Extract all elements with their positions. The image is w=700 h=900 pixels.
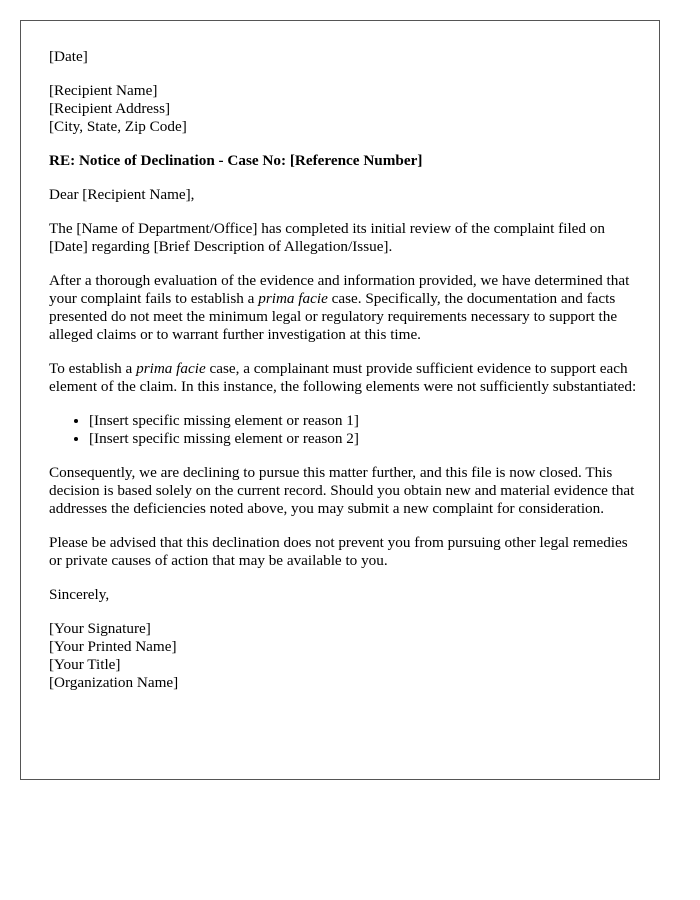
paragraph-requirements-text-start: To establish a — [49, 360, 137, 377]
paragraph-evaluation-italic: prima facie — [258, 290, 328, 307]
paragraph-requirements-italic: prima facie — [136, 360, 206, 377]
recipient-name: [Recipient Name] — [49, 82, 158, 99]
recipient-block — [49, 82, 639, 136]
printed-name-line: [Your Printed Name] — [49, 638, 177, 655]
closing: Sincerely, — [49, 586, 110, 603]
title-line: [Your Title] — [49, 656, 121, 673]
list-item: • [Insert specific missing element or reason 1] — [89, 412, 639, 430]
paragraph-declination: Consequently, we are declining to pursue this matter further, and this file is now closed. This decision is based solely on the current record. Should you obtain new and material evidence that addresses the deficiencies noted above, you may submit a new complaint for consideration. — [49, 464, 635, 517]
salutation: Dear [Recipient Name], — [49, 186, 195, 203]
recipient-city-state-zip: [City, State, Zip Code] — [49, 118, 187, 135]
paragraph-requirements-text-end: case, a complainant must provide sufficient evidence to support each element of the claim. In this instance, the following elements were not sufficiently substantiated: — [49, 360, 637, 395]
paragraph-advisory: Please be advised that this declination does not prevent you from pursuing other legal remedies or private causes of action that may be available to you. — [49, 534, 628, 569]
paragraph-evaluation-text-start: After a thorough evaluation of the evidence and information provided, we have determined that your complaint fails to establish a — [49, 272, 630, 307]
missing-elements-list — [49, 412, 639, 448]
signature-line: [Your Signature] — [49, 620, 151, 637]
letter-body — [49, 48, 639, 708]
subject-line: RE: Notice of Declination - Case No: [Reference Number] — [49, 152, 423, 169]
date-block — [49, 48, 639, 66]
paragraph-evaluation-text-end: case. Specifically, the documentation and facts presented do not meet the minimum legal or regulatory requirements necessary to support the alleged claims or to warrant further investigation at this time. — [49, 290, 618, 343]
paragraph-requirements — [49, 360, 639, 396]
recipient-address: [Recipient Address] — [49, 100, 171, 117]
letter-date: [Date] — [49, 48, 88, 65]
organization-line: [Organization Name] — [49, 674, 179, 691]
paragraph-review-complete: The [Name of Department/Office] has completed its initial review of the complaint filed on [Date] regarding [Brief Description of Allegation/Issue]. — [49, 220, 605, 255]
list-item: • [Insert specific missing element or reason 2] — [89, 430, 639, 448]
letter-frame — [20, 20, 660, 780]
paragraph-evaluation — [49, 272, 639, 344]
signature-block — [49, 620, 639, 692]
